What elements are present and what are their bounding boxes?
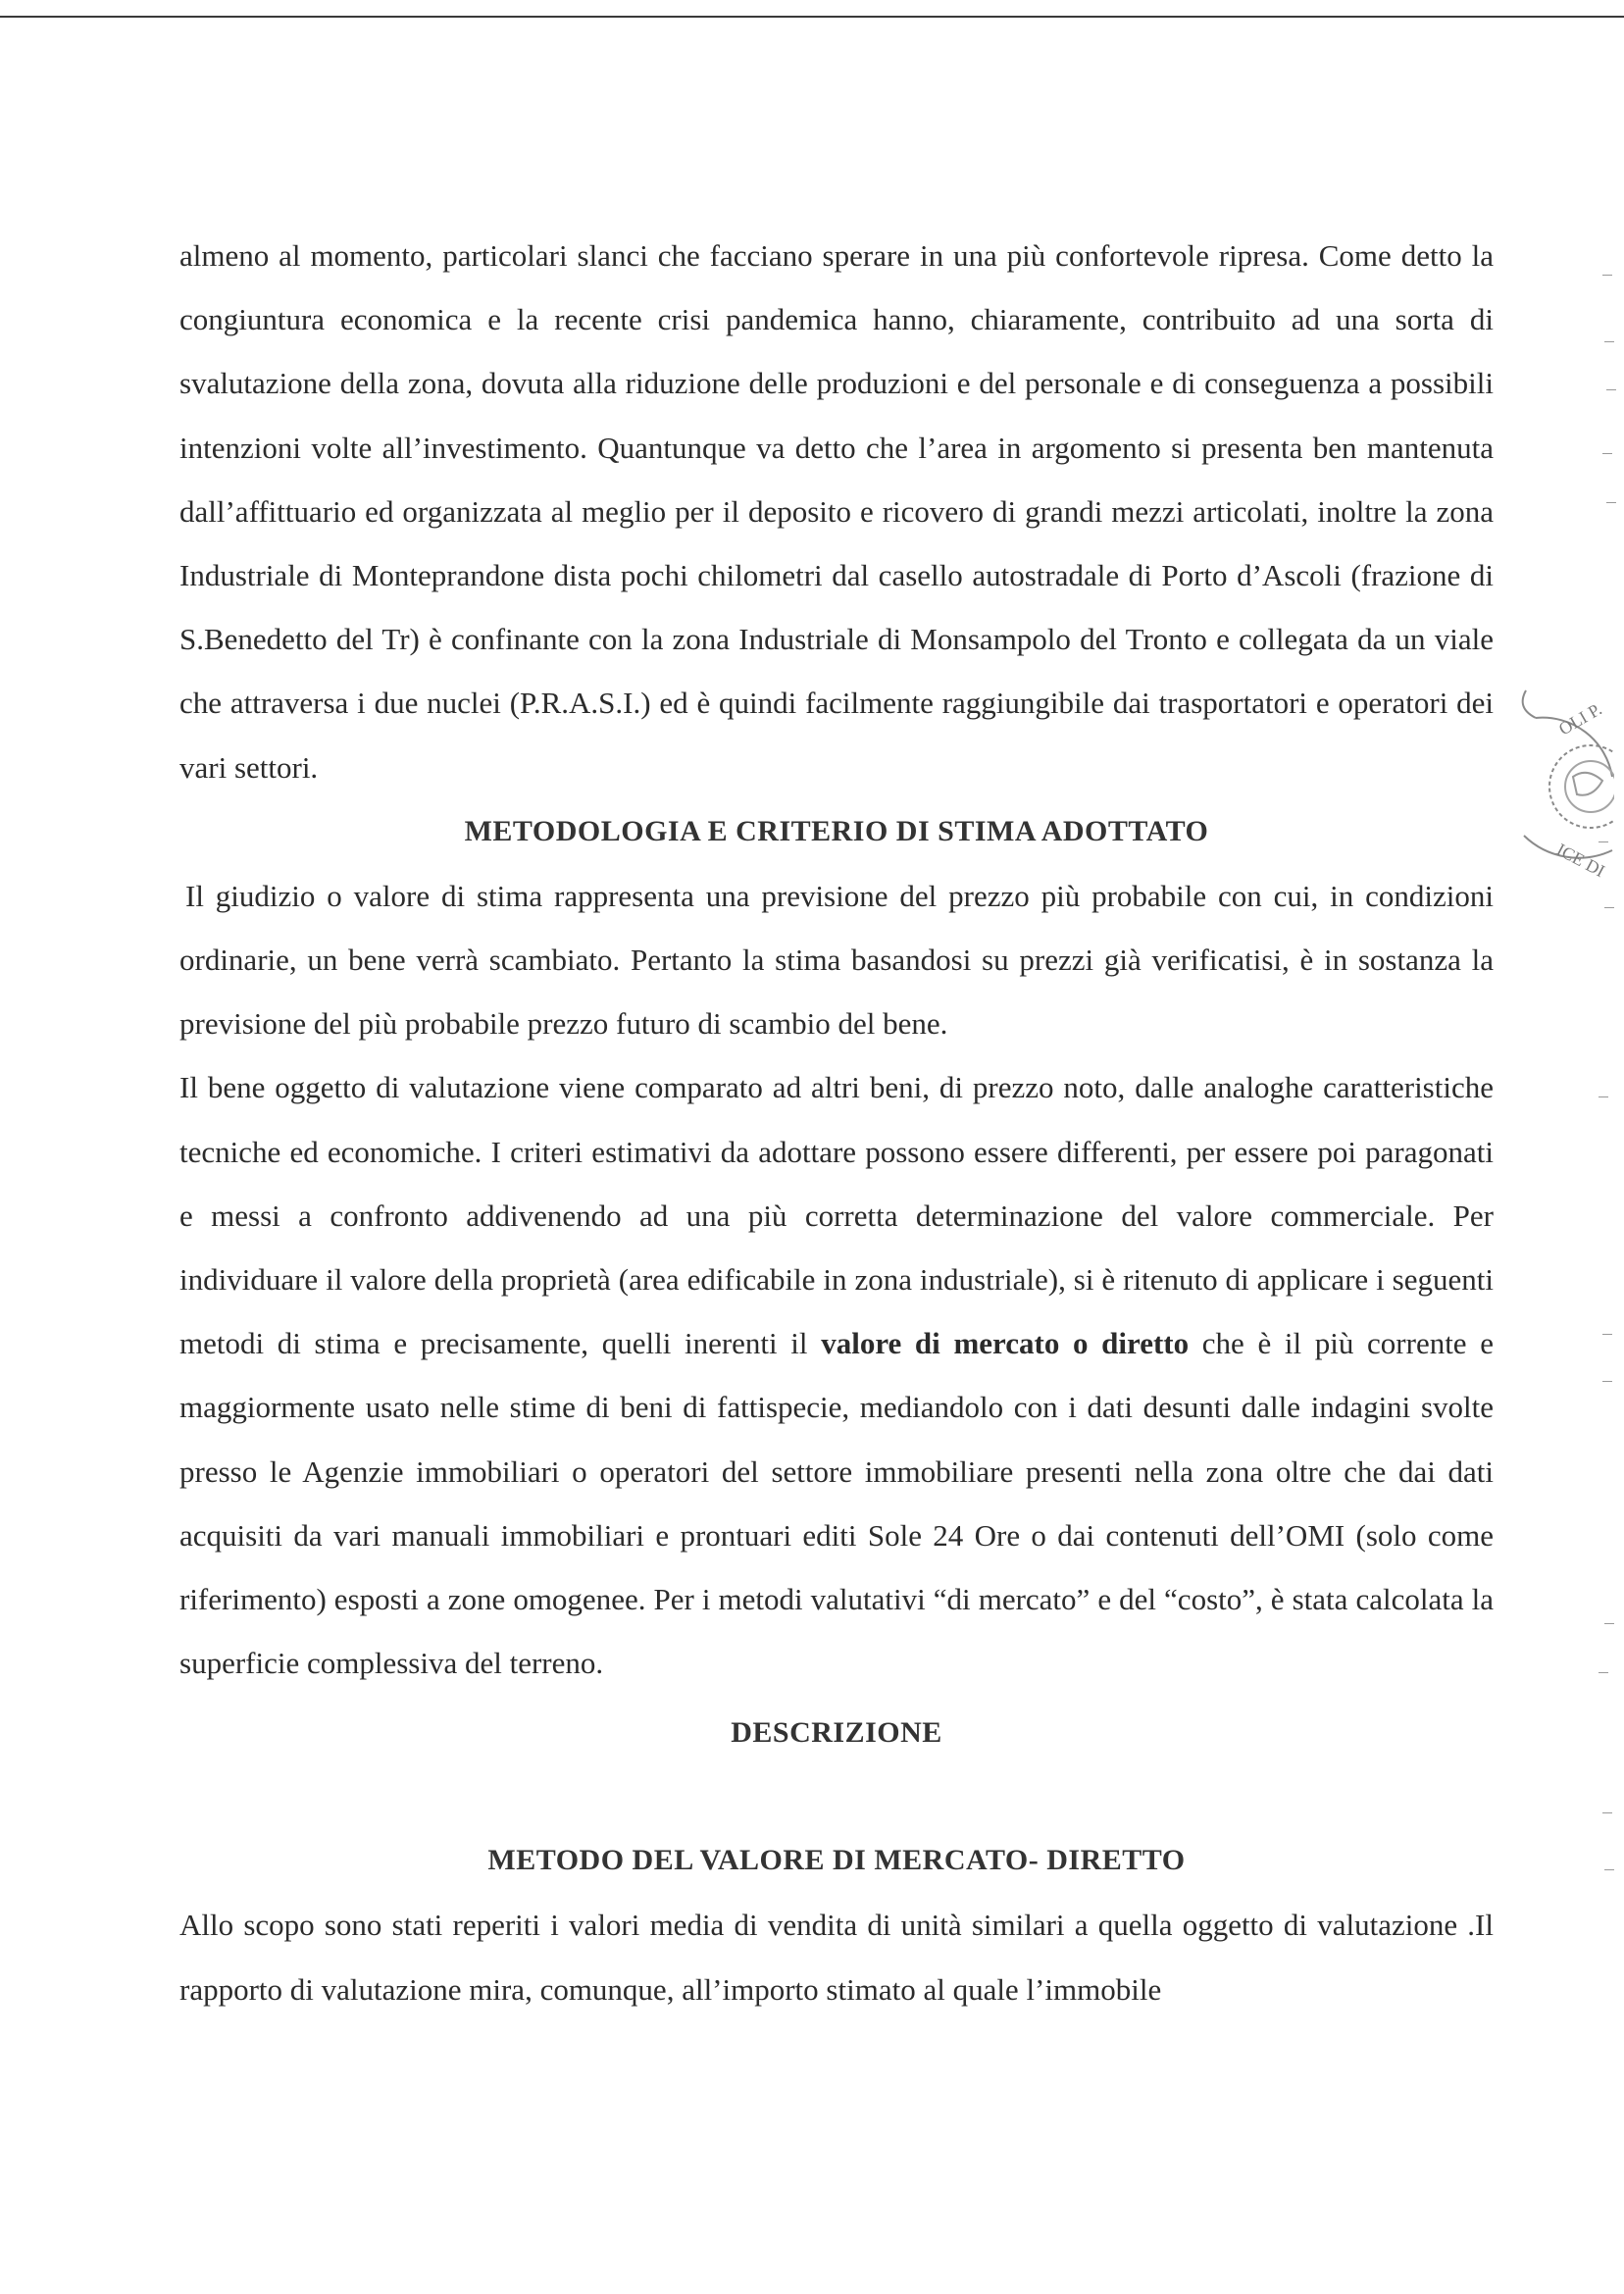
margin-mark bbox=[1602, 1334, 1612, 1335]
paragraph-bene-text-before: Il bene oggetto di valutazione viene comparato ad altri beni, di prezzo noto, dalle analoghe caratteristiche tecniche ed economiche. I criteri estimativi da adottare possono essere differenti, per essere poi paragonati e messi a confronto addivenendo ad una più corretta determinazione del valore commerciale. Per individuare il valore della proprietà (area edificabile in zona industriale), si è ritenuto di applicare i seguenti metodi di stima e precisamente, quelli inerenti il bbox=[179, 1070, 1494, 1361]
heading-metodologia: METODOLOGIA E CRITERIO DI STIMA ADOTTATO bbox=[464, 814, 1209, 847]
margin-mark bbox=[1599, 841, 1608, 842]
margin-mark bbox=[1599, 1096, 1608, 1097]
margin-mark bbox=[1602, 1381, 1612, 1382]
margin-mark bbox=[1604, 907, 1614, 908]
document-body bbox=[179, 224, 1494, 2021]
margin-mark bbox=[1602, 453, 1612, 454]
margin-mark bbox=[1604, 1869, 1614, 1870]
heading-descrizione: DESCRIZIONE bbox=[731, 1716, 942, 1750]
top-border-line bbox=[0, 16, 1624, 18]
margin-mark bbox=[1606, 389, 1616, 390]
paragraph-market-context: almeno al momento, particolari slanci che facciano sperare in una più confortevole ripresa. Come detto la congiuntura economica e la recente crisi pandemica hanno, chiaramente, contribuito ad una sorta di svalutazione della zona, dovuta alla riduzione delle produzioni e del personale e di conseguenza a possibili intenzioni volte all’investimento. Quantunque va detto che l’area in argomento si presenta ben mantenuta dall’affittuario ed organizzata al meglio per il deposito e ricovero di grandi mezzi articolati, inoltre la zona Industriale di Monteprandone dista pochi chilometri dal casello autostradale di Porto d’Ascoli (frazione di S.Benedetto del Tr) è confinante con la zona Industriale di Monsampolo del Tronto e collegata da un viale che attraversa i due nuclei (P.R.A.S.I.) ed è quindi facilmente raggiungibile dai trasportatori e operatori dei vari settori. bbox=[179, 238, 1494, 785]
court-seal-stamp-icon bbox=[1497, 679, 1614, 885]
margin-mark bbox=[1604, 1623, 1614, 1624]
stamp-lettering: OLI P. bbox=[1555, 698, 1605, 739]
margin-mark bbox=[1602, 1812, 1612, 1813]
margin-mark bbox=[1599, 1672, 1608, 1673]
heading-metodo-valore-mercato: METODO DEL VALORE DI MERCATO- DIRETTO bbox=[487, 1844, 1186, 1877]
margin-mark bbox=[1606, 502, 1616, 503]
margin-mark bbox=[1604, 341, 1614, 342]
margin-mark bbox=[1602, 275, 1612, 276]
svg-text:ICE DI: ICE DI bbox=[1553, 839, 1608, 882]
paragraph-bene-text-after: che è il più corrente e maggiormente usato nelle stime di beni di fattispecie, mediandolo con i dati desunti dalle indagini svolte presso le Agenzie immobiliari o operatori del settore immobiliare presenti nella zona oltre che dai dati acquisiti da vari manuali immobiliari e prontuari editi Sole 24 Ore o dai contenuti dell’OMI (solo come riferimento) esposti a zone omogenee. Per i metodi valutativi “di mercato” e del “costo”, è stata calcolata la superficie complessiva del terreno. bbox=[179, 1326, 1494, 1681]
bold-valore-di-mercato: valore di mercato o diretto bbox=[821, 1326, 1190, 1361]
paragraph-allo-scopo: Allo scopo sono stati reperiti i valori media di vendita di unità similari a quella oggetto di valutazione .Il rapporto di valutazione mira, comunque, all’importo stimato al quale l’immobile bbox=[179, 1908, 1494, 2007]
paragraph-bene-oggetto bbox=[179, 1055, 1494, 1695]
paragraph-giudizio: Il giudizio o valore di stima rappresenta una previsione del prezzo più probabile con cui, in condizioni ordinarie, un bene verrà scambiato. Pertanto la stima basandosi su prezzi già verificatisi, è in sostanza la previsione del più probabile prezzo futuro di scambio del bene. bbox=[179, 878, 1494, 1042]
